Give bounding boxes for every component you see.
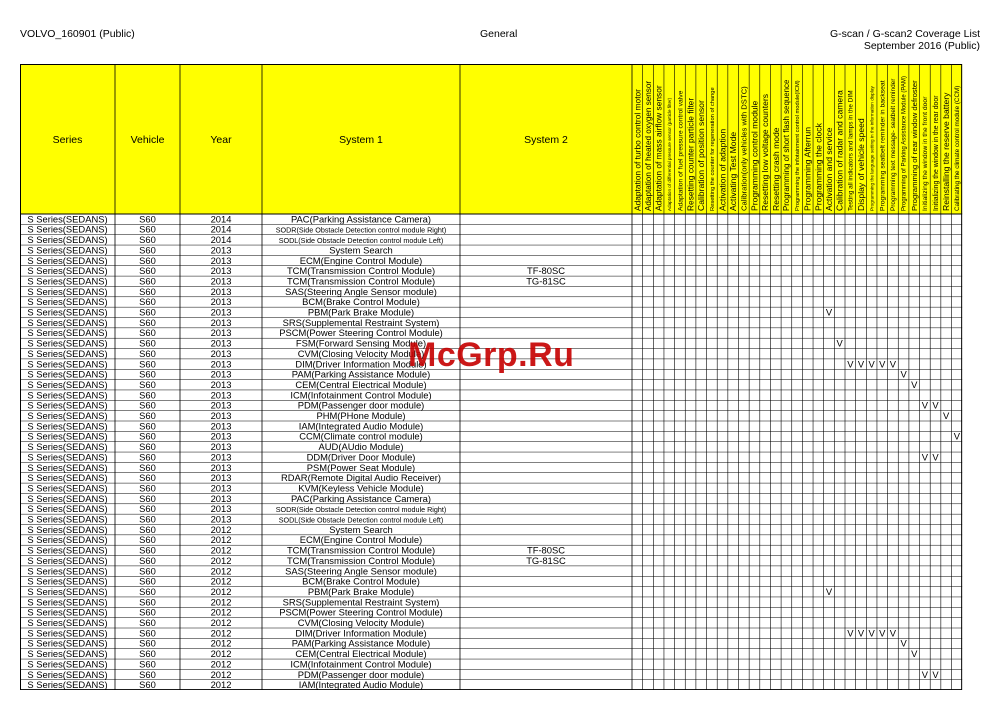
function-header: Programming seatbelt reminder in backseat (879, 80, 887, 211)
series-cell: S Series(SEDANS) (27, 503, 108, 515)
supported-mark: V (900, 368, 907, 380)
vehicle-cell: S60 (139, 565, 156, 577)
series-cell: S Series(SEDANS) (27, 378, 108, 390)
year-cell: 2013 (210, 420, 232, 432)
function-header: Programming Afterrun (802, 126, 813, 211)
year-cell: 2013 (210, 316, 232, 328)
column-header-system-1: System 1 (339, 134, 383, 146)
system1-cell: IAM(Integrated Audio Module) (298, 420, 424, 432)
system1-cell: TCM(Transmission Control Module) (286, 544, 436, 556)
supported-mark: V (889, 358, 897, 370)
year-cell: 2014 (210, 213, 232, 225)
function-header: Resetting the counter for regeneration of change (709, 87, 716, 211)
function-header: Programming control module (749, 100, 760, 211)
supported-mark: V (921, 451, 929, 463)
year-cell: 2012 (210, 523, 232, 535)
vehicle-cell: S60 (139, 492, 156, 504)
system1-cell: System Search (329, 244, 393, 256)
function-header: Adaptation of differential pressure sensor (particle filter) (666, 97, 672, 211)
system1-cell: ICM(Infotainment Control Module) (290, 389, 432, 401)
series-cell: S Series(SEDANS) (27, 658, 108, 670)
series-cell: S Series(SEDANS) (27, 565, 108, 577)
vehicle-cell: S60 (139, 523, 156, 535)
vehicle-cell: S60 (139, 503, 156, 515)
system1-cell: ECM(Engine Control Module) (299, 254, 423, 266)
vehicle-cell: S60 (139, 420, 156, 432)
system1-cell: SRS(Supplemental Restraint System) (282, 596, 440, 608)
supported-mark: V (921, 399, 929, 411)
system1-cell: PSCM(Power Steering Control Module) (279, 606, 443, 618)
vehicle-cell: S60 (139, 679, 156, 690)
vehicle-cell: S60 (139, 316, 156, 328)
vehicle-cell: S60 (139, 234, 156, 246)
function-header: Programming of rear window defroster (909, 80, 919, 211)
function-header: Programming text message- seatbelt reminder (890, 78, 898, 211)
series-cell: S Series(SEDANS) (27, 296, 108, 308)
year-cell: 2013 (210, 265, 232, 277)
system1-cell: BCM(Brake Control Module) (302, 296, 420, 308)
vehicle-cell: S60 (139, 378, 156, 390)
series-cell: S Series(SEDANS) (27, 534, 108, 546)
vehicle-cell: S60 (139, 347, 156, 359)
document-title-line2: September 2016 (Public) (863, 40, 980, 52)
vehicle-cell: S60 (139, 534, 156, 546)
year-cell: 2013 (210, 399, 232, 411)
year-cell: 2012 (210, 679, 232, 690)
vehicle-cell: S60 (139, 668, 156, 680)
series-cell: S Series(SEDANS) (27, 575, 108, 587)
series-cell: S Series(SEDANS) (27, 420, 108, 432)
function-header: Adaptation of fuel pressure control valve (677, 90, 685, 211)
year-cell: 2012 (210, 534, 232, 546)
year-cell: 2013 (210, 461, 232, 473)
year-cell: 2013 (210, 378, 232, 390)
vehicle-cell: S60 (139, 513, 156, 525)
supported-mark: V (879, 358, 886, 370)
supported-mark: V (836, 337, 843, 349)
vehicle-cell: S60 (139, 410, 156, 421)
column-header-vehicle: Vehicle (130, 134, 165, 146)
function-header: Programming the language setting in the information display (869, 86, 875, 211)
function-header: Calibration of position sensor (696, 100, 707, 211)
vehicle-cell: S60 (139, 441, 156, 453)
supported-mark: V (911, 648, 918, 660)
series-cell: S Series(SEDANS) (27, 234, 108, 246)
year-cell: 2014 (210, 223, 232, 235)
vehicle-cell: S60 (139, 399, 156, 411)
vehicle-cell: S60 (139, 461, 156, 473)
year-cell: 2013 (210, 451, 232, 463)
vehicle-cell: S60 (139, 337, 156, 349)
supported-mark: V (879, 627, 886, 639)
function-header: Display of vehicle speed (855, 118, 866, 211)
function-header: Resetting counter particle filter (685, 97, 696, 211)
system1-cell: KVM(Keyless Vehicle Module) (298, 482, 424, 494)
system1-cell: DIM(Driver Information Module) (295, 627, 427, 639)
vehicle-cell: S60 (139, 306, 156, 318)
function-header: Adaptation of turbo control motor (632, 89, 643, 211)
series-cell: S Series(SEDANS) (27, 223, 108, 235)
system2-cell: TG-81SC (526, 554, 566, 566)
series-cell: S Series(SEDANS) (27, 637, 108, 649)
year-cell: 2013 (210, 285, 232, 297)
series-cell: S Series(SEDANS) (27, 337, 108, 349)
function-header: Activation of adaption (717, 128, 728, 211)
watermark: McGrp.Ru (408, 336, 575, 374)
function-header: Calibration of radar and camera (834, 90, 845, 211)
supported-mark: V (943, 410, 950, 421)
supported-mark: V (847, 358, 854, 370)
year-cell: 2013 (210, 503, 232, 515)
year-cell: 2014 (210, 234, 232, 246)
system1-cell: RDAR(Remote Digital Audio Receiver) (281, 472, 441, 484)
series-cell: S Series(SEDANS) (27, 327, 108, 339)
system1-cell: TCM(Transmission Control Module) (286, 265, 436, 277)
year-cell: 2012 (210, 596, 232, 608)
series-cell: S Series(SEDANS) (27, 244, 108, 256)
vehicle-cell: S60 (139, 585, 156, 597)
vehicle-cell: S60 (139, 213, 156, 225)
series-cell: S Series(SEDANS) (27, 285, 108, 297)
series-cell: S Series(SEDANS) (27, 254, 108, 266)
system1-cell: PBM(Park Brake Module) (307, 585, 415, 597)
vehicle-cell: S60 (139, 482, 156, 494)
series-cell: S Series(SEDANS) (27, 513, 108, 525)
function-header: Programming the clock (813, 123, 824, 211)
year-cell: 2012 (210, 637, 232, 649)
series-cell: S Series(SEDANS) (27, 347, 108, 359)
year-cell: 2012 (210, 606, 232, 618)
system1-cell: IAM(Integrated Audio Module) (298, 679, 424, 690)
system1-cell: SODR(Side Obstacle Detection control module Right) (275, 225, 447, 235)
system1-cell: SODL(Side Obstacle Detection control module Left) (278, 236, 444, 246)
supported-mark: V (911, 378, 918, 390)
system1-cell: SAS(Steering Angle Sensor module) (285, 565, 437, 577)
year-cell: 2012 (210, 585, 232, 597)
series-cell: S Series(SEDANS) (27, 451, 108, 463)
series-cell: S Series(SEDANS) (27, 668, 108, 680)
series-cell: S Series(SEDANS) (27, 265, 108, 277)
supported-mark: V (868, 627, 875, 639)
system1-cell: ECM(Engine Control Module) (299, 534, 423, 546)
system1-cell: System Search (329, 523, 393, 535)
year-cell: 2013 (210, 513, 232, 525)
vehicle-cell: S60 (139, 617, 156, 628)
year-cell: 2012 (210, 648, 232, 660)
document-title (830, 28, 980, 52)
system1-cell: CEM(Central Electrical Module) (295, 378, 427, 390)
vehicle-cell: S60 (139, 554, 156, 566)
series-cell: S Series(SEDANS) (27, 596, 108, 608)
vehicle-cell: S60 (139, 606, 156, 618)
year-cell: 2013 (210, 472, 232, 484)
vehicle-cell: S60 (139, 575, 156, 587)
system1-cell: PDM(Passenger door module) (297, 399, 425, 411)
column-header-system-2: System 2 (524, 134, 568, 146)
year-cell: 2012 (210, 627, 232, 639)
vehicle-cell: S60 (139, 544, 156, 556)
system1-cell: PAM(Parking Assistance Module) (291, 637, 431, 649)
system1-cell: FSM(Forward Sensing Module) (295, 337, 427, 349)
series-cell: S Series(SEDANS) (27, 410, 108, 421)
vehicle-cell: S60 (139, 296, 156, 308)
year-cell: 2013 (210, 368, 232, 380)
function-header: Programming of short flash sequence (782, 79, 792, 211)
series-cell: S Series(SEDANS) (27, 679, 108, 690)
supported-mark: V (857, 627, 865, 639)
vehicle-cell: S60 (139, 472, 156, 484)
vehicle-cell: S60 (139, 658, 156, 670)
function-header: Initializing the window in the rear door (932, 95, 940, 211)
supported-mark: V (825, 306, 833, 318)
vehicle-cell: S60 (139, 596, 156, 608)
series-cell: S Series(SEDANS) (27, 585, 108, 597)
system1-cell: CCM(Climate control module) (299, 430, 423, 442)
vehicle-cell: S60 (139, 648, 156, 660)
supported-mark: V (921, 668, 929, 680)
vehicle-cell: S60 (139, 627, 156, 639)
series-cell: S Series(SEDANS) (27, 306, 108, 318)
series-cell: S Series(SEDANS) (27, 213, 108, 225)
series-cell: S Series(SEDANS) (27, 399, 108, 411)
vehicle-cell: S60 (139, 223, 156, 235)
document-title-line1: G-scan / G-scan2 Coverage List (830, 28, 980, 40)
year-cell: 2013 (210, 337, 232, 349)
function-header: Adaptation of mass airflow sensor (653, 85, 664, 211)
supported-mark: V (932, 451, 939, 463)
function-header: Testing all indicators and lamps in the DIM (847, 90, 855, 211)
supported-mark: V (932, 399, 939, 411)
series-cell: S Series(SEDANS) (27, 627, 108, 639)
system1-cell: ICM(Infotainment Control Module) (290, 658, 432, 670)
vehicle-cell: S60 (139, 285, 156, 297)
supported-mark: V (825, 585, 833, 597)
series-cell: S Series(SEDANS) (27, 368, 108, 380)
vehicle-cell: S60 (139, 368, 156, 380)
column-header-series: Series (52, 134, 83, 146)
year-cell: 2012 (210, 668, 232, 680)
system1-cell: AUD(AUdio Module) (318, 441, 404, 453)
column-header-year: Year (210, 134, 232, 146)
function-header: Activating Test Mode (728, 131, 739, 211)
supported-mark: V (953, 430, 960, 442)
series-cell: S Series(SEDANS) (27, 617, 108, 628)
year-cell: 2012 (210, 658, 232, 670)
system1-cell: TCM(Transmission Control Module) (286, 554, 436, 566)
year-cell: 2013 (210, 389, 232, 401)
system1-cell: CEM(Central Electrical Module) (295, 648, 427, 660)
series-cell: S Series(SEDANS) (27, 648, 108, 660)
function-header: Programming of Parking Assistance Module (PAM) (901, 76, 908, 211)
vehicle-cell: S60 (139, 265, 156, 277)
system1-cell: SAS(Steering Angle Sensor module) (285, 285, 437, 297)
system1-cell: TCM(Transmission Control Module) (286, 275, 436, 287)
system1-cell: SODL(Side Obstacle Detection control module Left) (278, 515, 444, 525)
system1-cell: PAC(Parking Assistance Camera) (291, 213, 431, 225)
function-header: Resetting low voltage counters (760, 93, 771, 211)
system1-cell: BCM(Brake Control Module) (302, 575, 420, 587)
series-cell: S Series(SEDANS) (27, 606, 108, 618)
year-cell: 2013 (210, 254, 232, 266)
coverage-table (20, 64, 972, 690)
function-header: Initializing the window in the front door (922, 96, 930, 211)
series-cell: S Series(SEDANS) (27, 554, 108, 566)
year-cell: 2012 (210, 554, 232, 566)
year-cell: 2012 (210, 544, 232, 556)
section-title: General (480, 28, 518, 40)
supported-mark: V (868, 358, 875, 370)
system1-cell: SODR(Side Obstacle Detection control module Right) (275, 505, 447, 515)
system2-cell: TG-81SC (526, 275, 566, 287)
system1-cell: DIM(Driver Information Module) (295, 358, 427, 370)
system1-cell: SRS(Supplemental Restraint System) (282, 316, 440, 328)
document-id: VOLVO_160901 (Public) (20, 28, 135, 40)
function-header: Programming the infotainment control module(ICM) (795, 80, 802, 211)
year-cell: 2012 (210, 565, 232, 577)
year-cell: 2013 (210, 244, 232, 256)
vehicle-cell: S60 (139, 275, 156, 287)
supported-mark: V (932, 668, 939, 680)
system1-cell: DDM(Driver Door Module) (306, 451, 416, 463)
year-cell: 2012 (210, 617, 232, 628)
year-cell: 2013 (210, 492, 232, 504)
system2-cell: TF-80SC (526, 544, 566, 556)
system1-cell: PSCM(Power Steering Control Module) (279, 327, 443, 339)
year-cell: 2013 (210, 327, 232, 339)
vehicle-cell: S60 (139, 254, 156, 266)
series-cell: S Series(SEDANS) (27, 482, 108, 494)
system2-cell: TF-80SC (526, 265, 566, 277)
system1-cell: PSM(Power Seat Module) (306, 461, 416, 473)
year-cell: 2013 (210, 358, 232, 370)
function-header: Reinstalling the reserve battery (941, 92, 952, 211)
supported-mark: V (889, 627, 897, 639)
function-header: Resetting crash mode (770, 127, 781, 211)
coverage-table-svg (20, 64, 972, 690)
function-header: Calibration(only vehicles with DSTC) (739, 86, 749, 211)
year-cell: 2013 (210, 441, 232, 453)
year-cell: 2013 (210, 275, 232, 287)
function-header: Activation and service (824, 127, 835, 211)
year-cell: 2013 (210, 482, 232, 494)
series-cell: S Series(SEDANS) (27, 275, 108, 287)
year-cell: 2013 (210, 347, 232, 359)
vehicle-cell: S60 (139, 327, 156, 339)
series-cell: S Series(SEDANS) (27, 523, 108, 535)
system1-cell: PHM(PHone Module) (316, 410, 406, 421)
vehicle-cell: S60 (139, 637, 156, 649)
vehicle-cell: S60 (139, 244, 156, 256)
series-cell: S Series(SEDANS) (27, 461, 108, 473)
system1-cell: PBM(Park Brake Module) (307, 306, 415, 318)
series-cell: S Series(SEDANS) (27, 544, 108, 556)
vehicle-cell: S60 (139, 430, 156, 442)
vehicle-cell: S60 (139, 358, 156, 370)
series-cell: S Series(SEDANS) (27, 358, 108, 370)
year-cell: 2013 (210, 296, 232, 308)
series-cell: S Series(SEDANS) (27, 472, 108, 484)
vehicle-cell: S60 (139, 389, 156, 401)
function-header: Adaptation of heated oxygen sensor (643, 80, 653, 211)
vehicle-cell: S60 (139, 451, 156, 463)
year-cell: 2013 (210, 430, 232, 442)
supported-mark: V (847, 627, 854, 639)
year-cell: 2013 (210, 306, 232, 318)
supported-mark: V (900, 637, 907, 649)
series-cell: S Series(SEDANS) (27, 389, 108, 401)
year-cell: 2013 (210, 410, 232, 421)
series-cell: S Series(SEDANS) (27, 441, 108, 453)
system1-cell: PAC(Parking Assistance Camera) (291, 492, 431, 504)
year-cell: 2012 (210, 575, 232, 587)
function-header: Calibrating the climate control module (CCM) (954, 85, 962, 211)
supported-mark: V (857, 358, 865, 370)
series-cell: S Series(SEDANS) (27, 492, 108, 504)
system1-cell: CVM(Closing Velocity Module) (297, 617, 425, 628)
series-cell: S Series(SEDANS) (27, 430, 108, 442)
system1-cell: PDM(Passenger door module) (297, 668, 425, 680)
system1-cell: PAM(Parking Assistance Module) (291, 368, 431, 380)
system1-cell: CVM(Closing Velocity Module) (297, 347, 425, 359)
series-cell: S Series(SEDANS) (27, 316, 108, 328)
